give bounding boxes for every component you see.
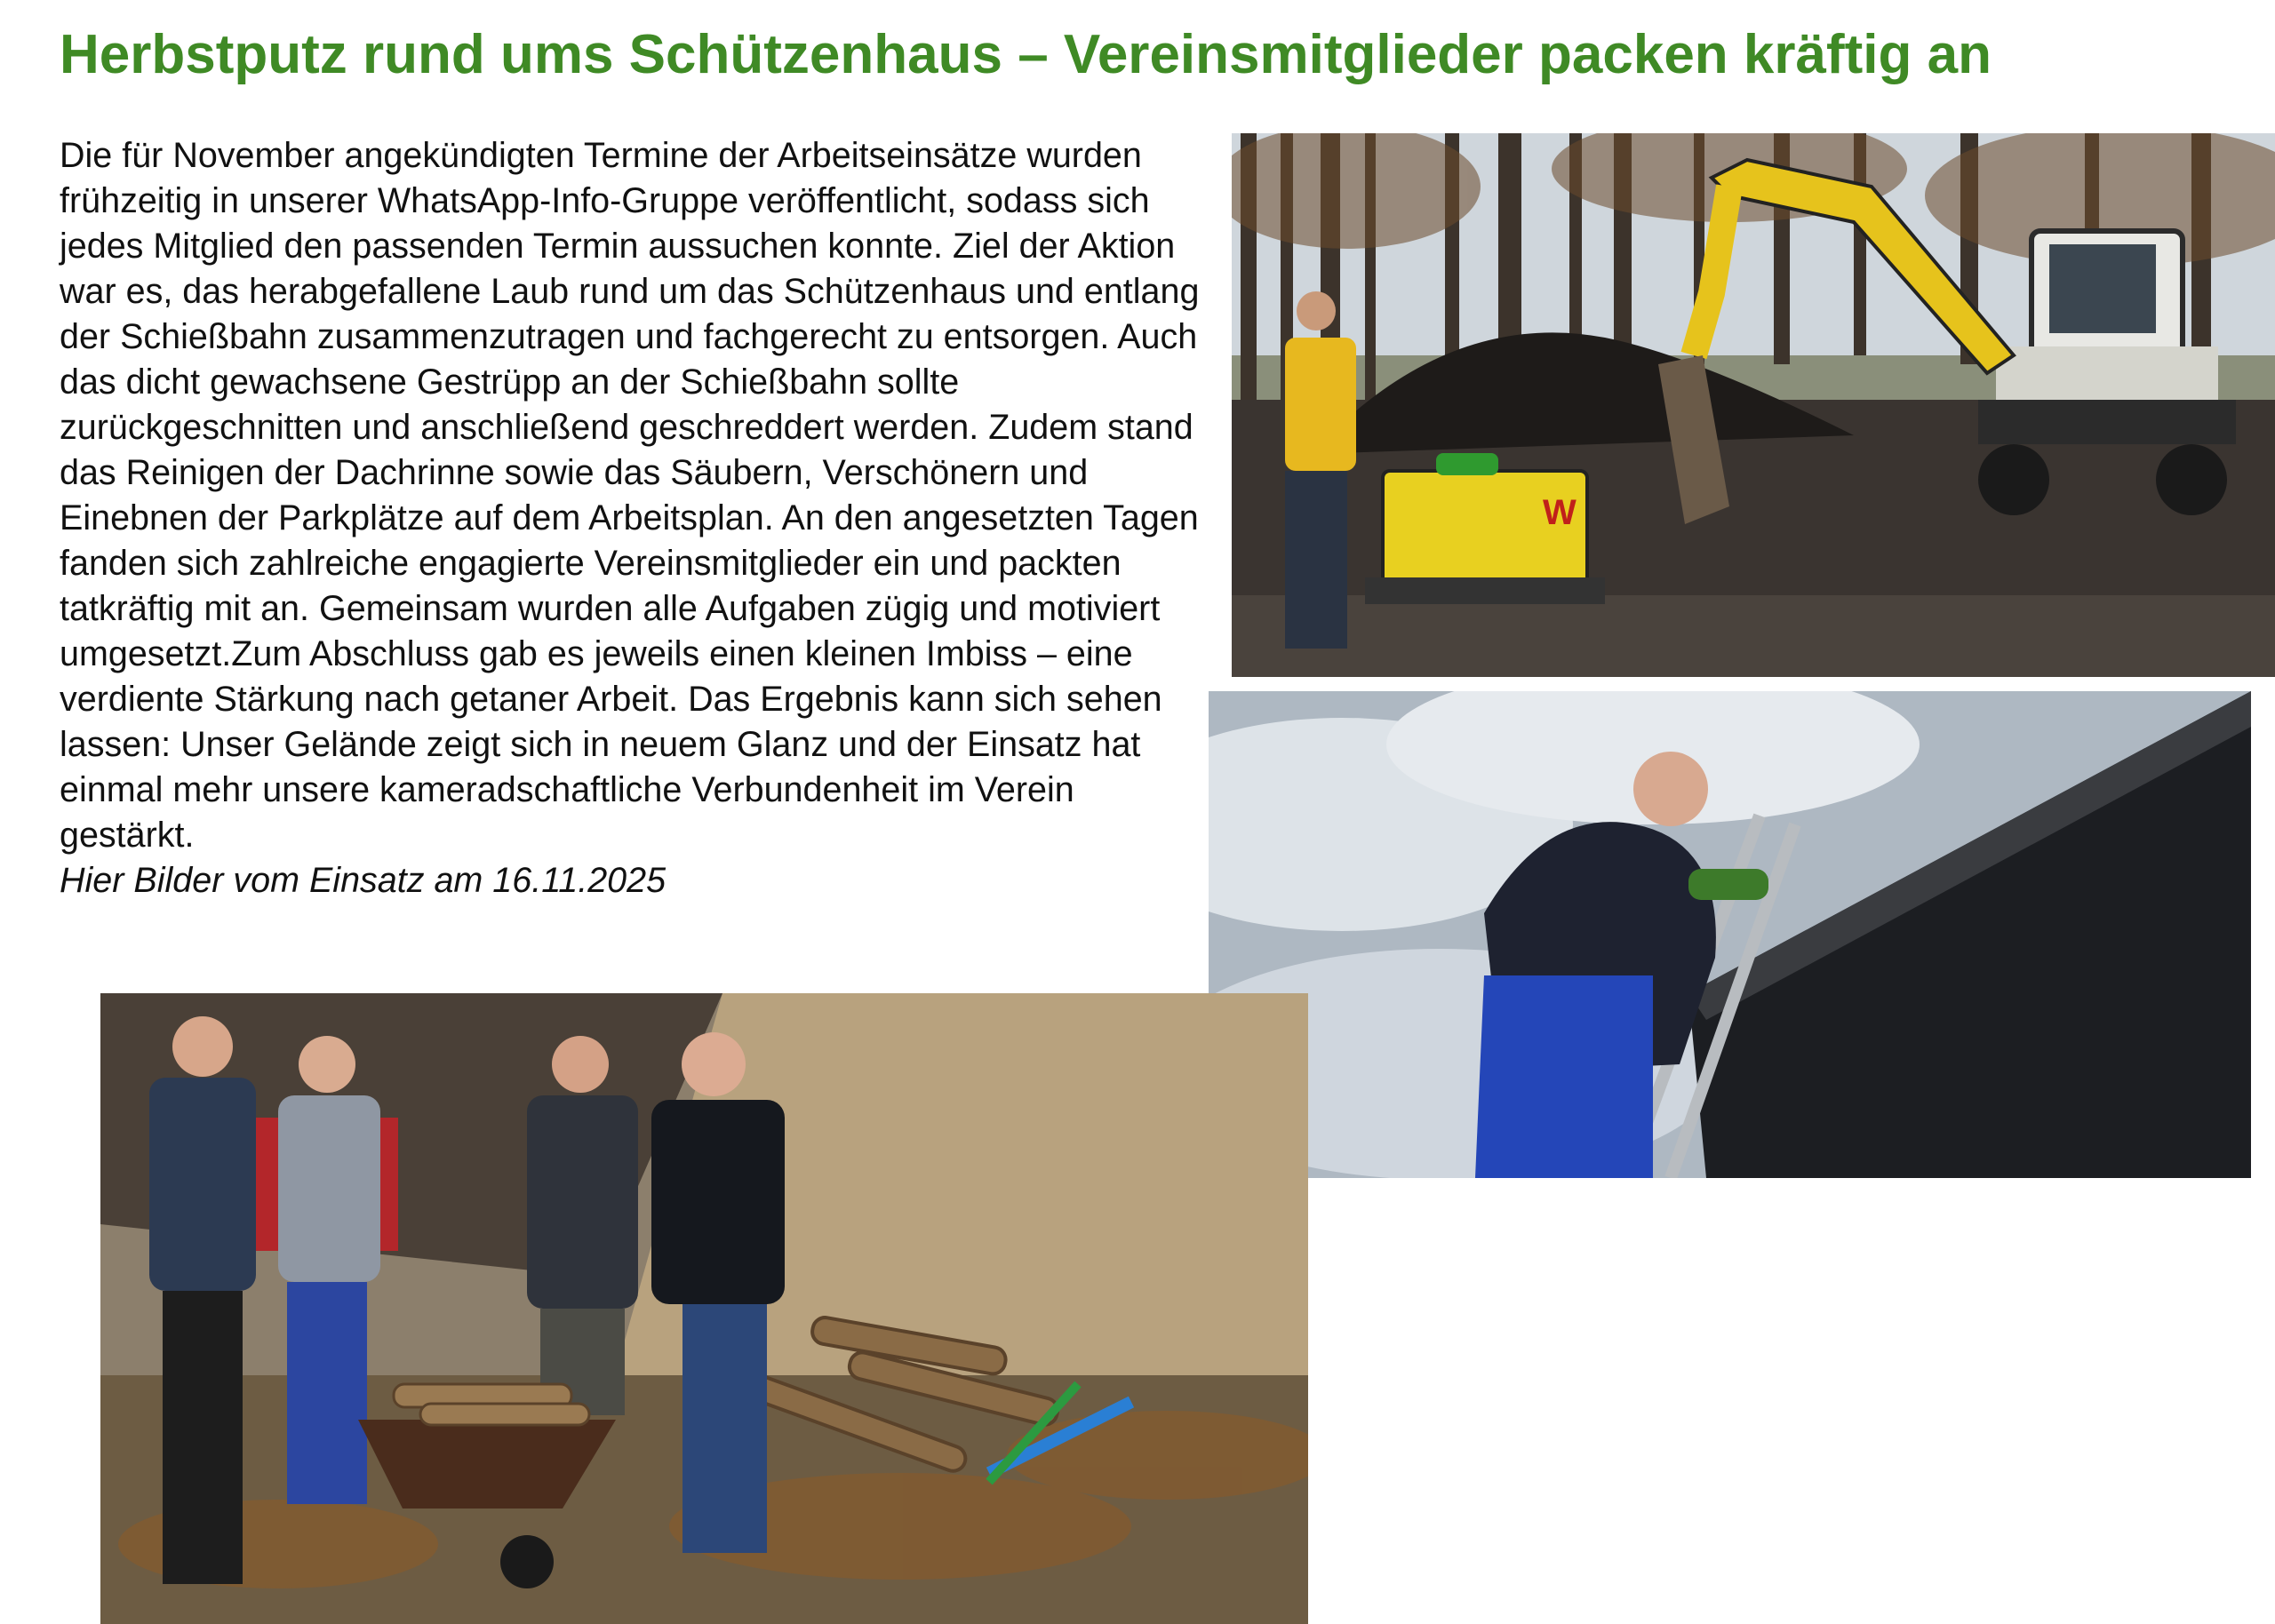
photo-group-wheelbarrow (100, 993, 1308, 1624)
article-headline: Herbstputz rund ums Schützenhaus – Vereinsmitglieder packen kräftig an (60, 24, 1992, 85)
photo-caption: Hier Bilder vom Einsatz am 16.11.2025 (60, 861, 667, 900)
photo-gutter-cleaning (1209, 691, 2251, 1178)
photo-excavator-compactor (1232, 133, 2275, 677)
article-body (60, 133, 1215, 904)
article-paragraph: Die für November angekündigten Termine der Arbeitseinsätze wurden frühzeitig in unserer WhatsApp-Info-Gruppe veröffentlicht, sodass sich jedes Mitglied den passenden Termin aussuchen konnte. Ziel der Aktion war es, das herabgefallene Laub rund um das Schützenhaus und entlang der Schießbahn zusammenzutragen und fachgerecht zu entsorgen. Auch das dicht gewachsene Gestrüpp an der Schießbahn sollte zurückgeschnitten und anschließend geschreddert werden. Zudem stand das Reinigen der Dachrinne sowie das Säubern, Verschönern und Einebnen der Parkplätze auf dem Arbeitsplan. An den angesetzten Tagen fanden sich zahlreiche engagierte Vereinsmitglieder ein und packten tatkräftig mit an. Gemeinsam wurden alle Aufgaben zügig und motiviert umgesetzt.Zum Abschluss gab es jeweils einen kleinen Imbiss – eine verdiente Stärkung nach getaner Arbeit. Das Ergebnis kann sich sehen lassen: Unser Gelände zeigt sich in neuem Glanz und der Einsatz hat einmal mehr unsere kameradschaftliche Verbundenheit im Verein gestärkt. (60, 136, 1200, 855)
compactor-logo: W (1543, 493, 1577, 532)
